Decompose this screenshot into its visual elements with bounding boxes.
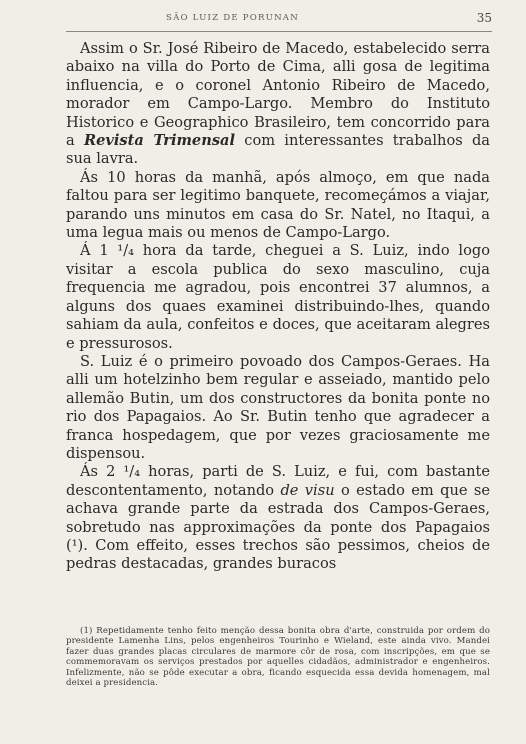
paragraph-text: o estado em que se achava grande parte da estrada dos Campos-Geraes, sobretudo nas approximações da ponte dos Papagaios (¹). Com effeito, esses trechos são pessimos, cheios de pedras destacadas, grandes buracos	[66, 481, 491, 573]
header-rule	[66, 31, 492, 32]
paragraph: S. Luiz é o primeiro povoado dos Campos-Geraes. Ha alli um hotelzinho bem regular e asseiado, mantido pelo allemão Butin, um dos constructores da bonita ponte no rio dos Papagaios. Ao Sr. Butin tenho que agradecer a franca hospedagem, que por vezes graciosamente me dispensou.	[66, 352, 490, 462]
body-text	[66, 40, 490, 574]
paragraph: Ás 10 horas da manhã, após almoço, em que nada faltou para ser legitimo banquete, recomeçámos a viajar, parando uns minutos em casa do Sr. Natel, no Itaqui, a uma legua mais ou menos de Campo-Largo.	[66, 168, 490, 242]
page-number: 35	[476, 11, 492, 25]
paragraph-text: com interessantes trabalhos da sua lavra.	[66, 132, 490, 168]
paragraph-text: Ás 2 ¹/₄ horas, parti de S. Luiz, e fui, com bastante descontentamento, notando	[66, 463, 490, 499]
paragraph	[66, 40, 490, 169]
page-header	[66, 11, 492, 27]
paragraph	[66, 463, 490, 573]
latin-phrase: de visu	[280, 481, 335, 499]
paragraph: Á 1 ¹/₄ hora da tarde, cheguei a S. Luiz, indo logo visitar a escola publica do sexo masculino, cuja frequencia me agradou, pois encontrei 37 alumnos, a alguns dos quaes examinei distribuindo-lhes, quando sahiam da aula, confeitos e doces, que aceitaram alegres e pressurosos.	[66, 242, 490, 352]
journal-title: Revista Trimensal	[83, 132, 236, 150]
paragraph-text: Assim o Sr. José Ribeiro de Macedo, estabelecido serra abaixo na villa do Porto de Cima, alli gosa de legitima influencia, e o coronel Antonio Ribeiro de Macedo, morador em Campo-Largo. Membro do Instituto Historico e Geographico Brasileiro, tem concorrido para a	[66, 40, 490, 150]
footnote: (1) Repetidamente tenho feito menção dessa bonita obra d'arte, construida por ordem do presidente Lamenha Lins, pelos engenheiros Tourinho e Wieland, este ainda vivo. Mandei fazer duas grandes placas circulares de marmore côr de rosa, com inscripções, em que se commemoravam os serviços prestados por aquelles cidadãos, administrador e engenheiros. Infelizmente, não se pôde executar a obra, ficando esquecida essa devida homenagem, mal deixei a presidencia.	[66, 626, 490, 689]
running-head: SÃO LUIZ DE PORUNAN	[166, 13, 299, 23]
